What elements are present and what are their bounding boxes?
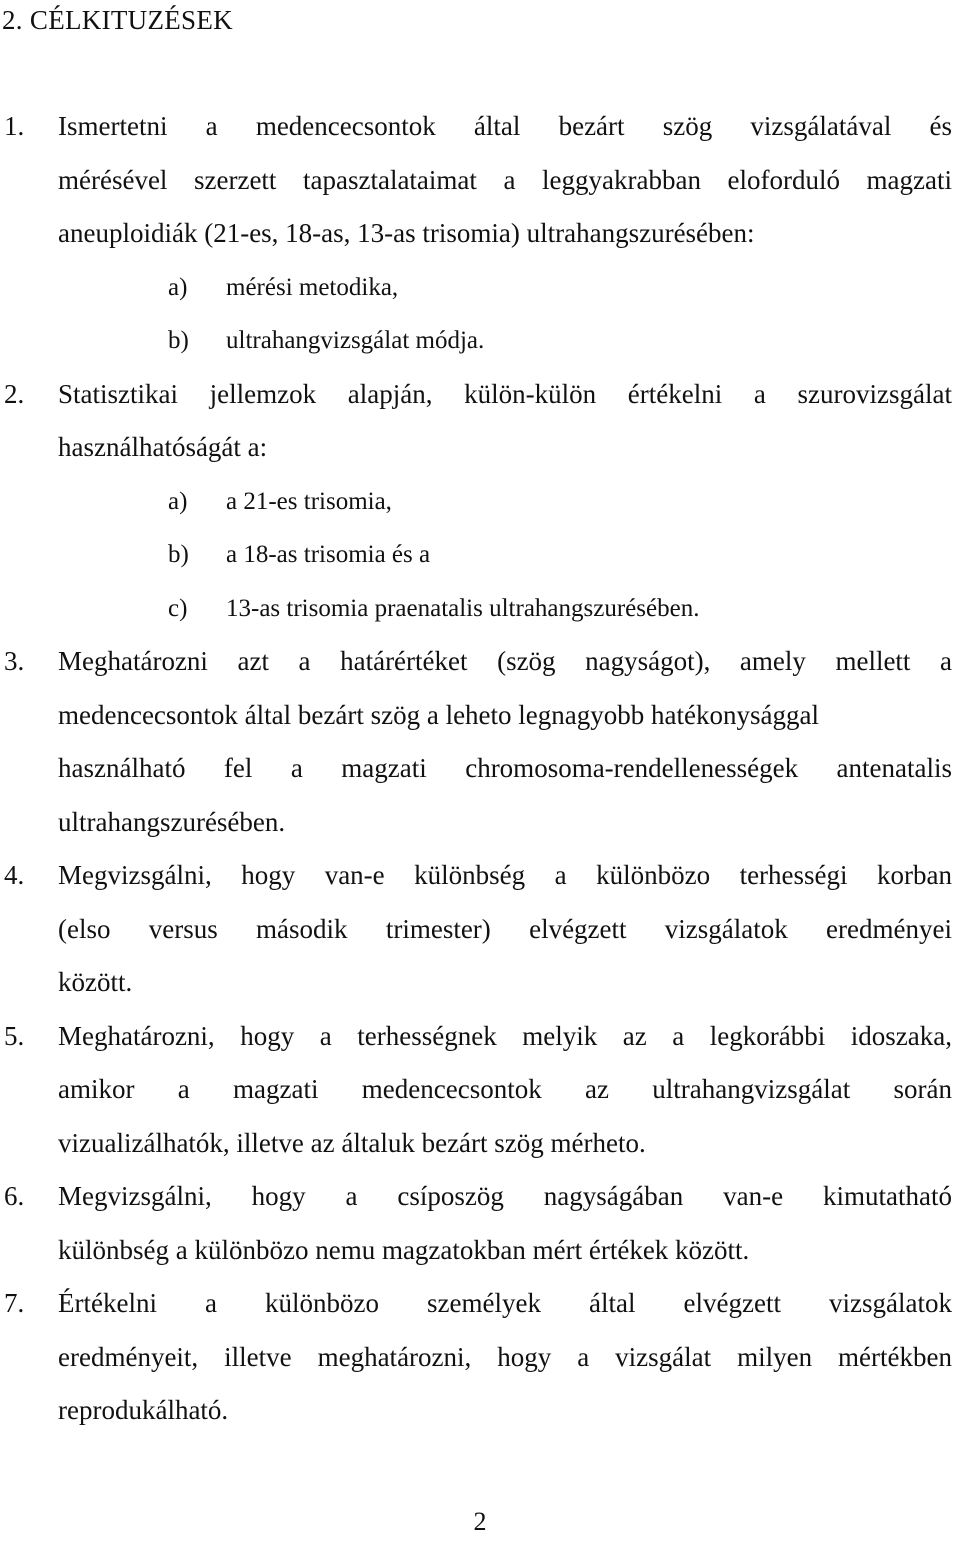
item-line: használhatóságát a: [58, 432, 268, 462]
sub-item-text: mérési metodika, [226, 273, 399, 301]
sub-item-letter: b) [168, 541, 189, 568]
item-line: különbség a különbözo nemu magzatokban mért értékek között. [58, 1234, 750, 1265]
item-line: Értékelni a különbözo személyek által elvégzett vizsgálatok [58, 1288, 952, 1318]
item-line: Megvizsgálni, hogy a csíposzög nagyságában van-e kimutatható [58, 1181, 952, 1211]
item-number: 2. [4, 378, 25, 409]
item-line: Ismertetni a medencecsontok által bezárt szög vizsgálatával és [58, 111, 952, 141]
item-number: 6. [4, 1181, 25, 1211]
item-line: Megvizsgálni, hogy van-e különbség a különbözo terhességi korban [58, 860, 952, 890]
item-number: 5. [4, 1020, 25, 1051]
page-number: 2 [473, 1507, 487, 1536]
sub-item-text: a 18-as trisomia és a [226, 541, 431, 568]
section-heading: 2. CÉLKITUZÉSEK [2, 5, 233, 35]
item-line: között. [58, 967, 133, 997]
sub-item-letter: a) [168, 487, 188, 515]
item-line: amikor a magzati medencecsontok az ultrahangvizsgálat során [58, 1074, 952, 1104]
item-line: Meghatározni azt a határértéket (szög nagyságot), amely mellett a [58, 646, 952, 676]
sub-item-letter: b) [168, 327, 189, 354]
item-number: 1. [4, 111, 25, 141]
item-line: Statisztikai jellemzok alapján, külön-külön értékelni a szurovizsgálat [58, 378, 952, 409]
item-line: használható fel a magzati chromosoma-rendellenességek antenatalis [58, 753, 952, 783]
item-line: eredményeit, illetve meghatározni, hogy a vizsgálat milyen mértékben [58, 1341, 952, 1372]
item-line: vizualizálhatók, illetve az általuk bezárt szög mérheto. [58, 1127, 646, 1158]
item-line: medencecsontok által bezárt szög a leheto legnagyobb hatékonysággal [58, 699, 819, 730]
item-number: 7. [4, 1288, 25, 1318]
sub-item-text: a 21-es trisomia, [226, 487, 392, 515]
item-line: Meghatározni, hogy a terhességnek melyik az a legkorábbi idoszaka, [58, 1020, 952, 1051]
sub-item-letter: c) [168, 594, 188, 622]
item-number: 4. [4, 860, 25, 890]
item-line: aneuploidiák (21-es, 18-as, 13-as trisomia) ultrahangszurésében: [58, 218, 755, 248]
item-line: (elso versus második trimester) elvégzett vizsgálatok eredményei [58, 913, 952, 944]
sub-item-letter: a) [168, 273, 188, 301]
item-line: ultrahangszurésében. [58, 806, 286, 837]
sub-item-text: ultrahangvizsgálat módja. [226, 327, 485, 354]
sub-item-text: 13-as trisomia praenatalis ultrahangszurésében. [226, 594, 700, 622]
item-line: mérésével szerzett tapasztalataimat a leggyakrabban eloforduló magzati [58, 164, 952, 195]
item-number: 3. [4, 646, 25, 676]
item-line: reprodukálható. [58, 1395, 229, 1425]
